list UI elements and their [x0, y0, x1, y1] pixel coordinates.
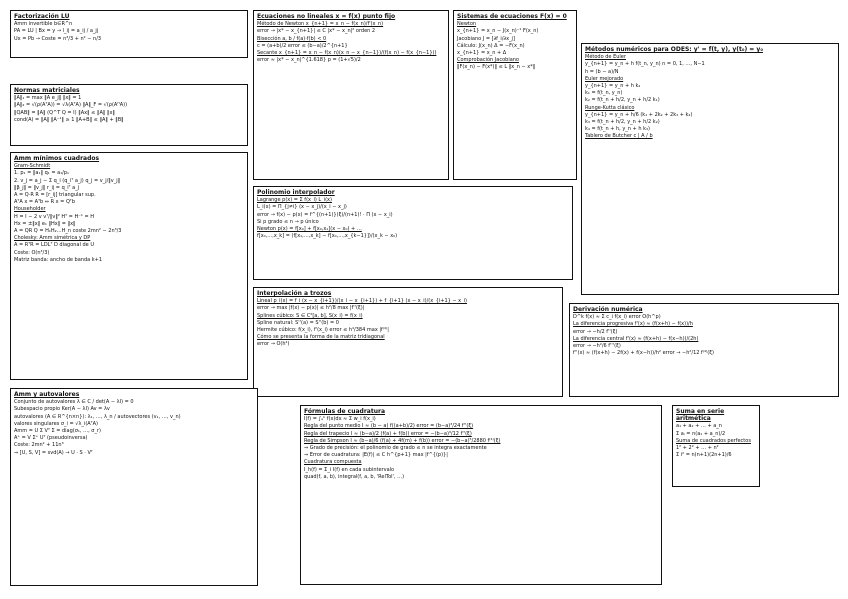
box-line: ⇒ Error de cuadratura: |E(f)| ≤ C h^{p+1} max |f^{(p)}|: [304, 452, 448, 459]
box-line: Lagrange p(x) = Σ f(x_i) L_i(x): [257, 197, 332, 204]
box-line: error → f(x) − p(x) = f^{(n+1)}(ξ)/(n+1)! · Π (x − x_i): [257, 211, 393, 218]
box-line: Jacobiano J = [∂f_i/∂x_j]: [457, 35, 515, 42]
box-line: 1² + 2² + … + n²: [676, 445, 719, 452]
box-line: A = RᵀR = LDLᵀ D diagonal de U: [14, 242, 94, 249]
box-title: Normas matriciales: [14, 87, 80, 94]
box-line: x_{n+1} = x_n + Δ: [457, 50, 507, 57]
box-line: y_{n+1} = y_n + h k₂: [585, 83, 641, 90]
box-line: Conjunto de autovalores λ ∈ C / det(A − λI) = 0: [14, 399, 134, 406]
box-line: Σ aᵢ = n(a₁ + a_n)/2: [676, 430, 726, 437]
box-line: Cálculo: J(x_n) Δ = −F(x_n): [457, 42, 525, 49]
box-line: f[x₀,…,x_k] = (f[x₁,…,x_k] − f[x₀,…,x_{k−1}])/(x_k − x₀): [257, 233, 398, 240]
box-line: f''(x) ≈ (f(x+h) − 2f(x) + f(x−h))/h² error → −h²/12 f⁽⁴⁾(ξ): [573, 350, 714, 357]
box-line: Método de Euler: [585, 54, 626, 61]
box-line: Coste: O(n³/3): [14, 249, 50, 256]
minimos-cuadrados-box: [10, 152, 248, 380]
box-line: error ≈ |x* − x_n|^{1.618} p = (1+√5)/2: [257, 57, 361, 64]
box-title: Amm mínimos cuadrados: [14, 155, 100, 162]
box-line: Newton p(x) = f[x₀] + f[x₀,x₁](x − x₀) + …: [257, 226, 362, 233]
box-line: Splines cúbico: S ∈ C²[a, b], S(x_i) = f(x_i): [257, 312, 363, 319]
box-line: Hermite cúbico: f(x_i), f'(x_i) error ≤ h⁴/384 max |f⁽⁴⁾|: [257, 327, 389, 334]
box-line: error → |x* − x_{n+1}| ≤ C |x* − x_n|² orden 2: [257, 28, 376, 35]
box-line: k₄ = f(t_n + h, y_n + h k₃): [585, 126, 650, 133]
box-line: Spline natural: S''(a) = S''(b) = 0: [257, 319, 339, 326]
box-title: Derivación numérica: [573, 306, 643, 313]
box-line: 1. p₁ = ‖a₁‖ q₁ = a₁/p₁: [14, 170, 70, 177]
box-line: a₁ + a₂ + … + a_n: [676, 423, 722, 430]
box-line: ‖β_j‖ = ‖v_j‖ r_ij = q_iᵀ a_j: [14, 184, 80, 191]
box-title: Factorización LU: [14, 13, 70, 20]
box-line: A⁺ = V Σ⁺ Uᵀ (pseudoinversa): [14, 435, 88, 442]
box-line: ⇒ [U, S, V] = svd(A) → U · S · Vᵀ: [14, 449, 93, 456]
box-line: Comprobación Jacobiano: [457, 57, 519, 64]
box-line: La diferencia central f'(x) ≈ (f(x+h) − f(x−h))/(2h): [573, 335, 699, 342]
box-line: Regla del punto medio I ≈ (b − a) f((a+b)/2) error = (b−a)³/24 f''(ξ): [304, 423, 474, 430]
box-line: Matriz banda: ancho de banda k+1: [14, 256, 103, 263]
polinomio-interpolador-box: [253, 186, 573, 280]
box-line: Σ i² = n(n+1)(2n+1)/6: [676, 452, 732, 459]
sumas-box: [672, 405, 760, 487]
box-line: Euler mejorado: [585, 75, 624, 82]
box-line: Newton: [457, 21, 477, 28]
box-line: Cómo se presenta la forma de la matriz tridiagonal: [257, 334, 385, 341]
box-line: k₃ = f(t_n + h/2, y_n + h/2 k₂): [585, 119, 660, 126]
box-line: x_{n+1} = x_n − J(x_n)⁻¹ F(x_n): [457, 28, 539, 35]
box-line: k₂ = f(t_n + h/2, y_n + h/2 k₁): [585, 97, 660, 104]
interpolacion-trozos-box: [253, 287, 563, 397]
box-line: k₁ = f(t_n, y_n): [585, 90, 623, 97]
box-line: AᵀA x = Aᵀb ⇔ R x = Qᵀb: [14, 199, 75, 206]
box-line: error → −h/2 f''(ξ): [573, 328, 618, 335]
box-line: L_i(x) = Π_{j≠i} (x − x_j)/(x_i − x_j): [257, 204, 347, 211]
metodos-ode-box: [581, 43, 839, 295]
box-line: error → O(h⁴): [257, 341, 290, 348]
ecuaciones-no-lineales-box: [253, 10, 449, 180]
box-line: Subespacio propio Ker(A − λI) Av = λv: [14, 406, 110, 413]
box-title: Ecuaciones no lineales x = f(x) punto fijo: [257, 13, 396, 20]
box-line: Coste: 2mn² + 11n³: [14, 442, 64, 449]
box-line: H = I − 2 v vᵀ/‖v‖² Hᵀ = H⁻¹ = H: [14, 213, 94, 220]
box-line: ‖QAB‖ = ‖A‖ (Q^T Q = I) ‖Ax‖ ≤ ‖A‖ ‖x‖: [14, 109, 115, 116]
box-line: ‖A‖₂ = √(ρ(AᵀA)) = √λ(AᵀA) ‖A‖_F = √(ρ(AᴴA)): [14, 102, 128, 109]
box-line: Runge-Kutta clásico: [585, 104, 635, 111]
box-line: ‖A‖₁ = max ‖A e_j‖ ‖x‖ = 1: [14, 95, 82, 102]
box-line: y_{n+1} = y_n + h f(t_n, y_n) n = 0, 1, …, N−1: [585, 61, 705, 68]
box-line: 2. v_j = a_j − Σ q_i (q_iᵀ a_j) q_j = v_j/‖v_j‖: [14, 177, 121, 184]
box-title: Interpolación a trozos: [257, 290, 332, 297]
box-line: I_h(f) = Σ_i I(f) en cada subintervalo: [304, 466, 395, 473]
box-line: error → −h²/6 f'''(ξ): [573, 343, 621, 350]
box-line: quad(f, a, b), integral(f, a, b, 'RelTol', …): [304, 473, 405, 480]
box-line: valores singulares σ_i = √λ_i(AᵀA): [14, 420, 98, 427]
box-title: Fórmulas de cuadratura: [304, 408, 386, 415]
box-line: Bisección a, b / f(a)·f(b) < 0: [257, 35, 327, 42]
box-line: Gram-Schmidt: [14, 163, 51, 170]
box-line: Amm = U Σ Vᵀ Σ = diag(σ₁, …, σ_r): [14, 428, 101, 435]
box-line: Si p grado ≤ n → p único: [257, 218, 319, 225]
box-title: Polinomio interpolador: [257, 189, 335, 196]
box-line: Tablero de Butcher c | A / b: [585, 133, 653, 140]
box-line: Ux = Pb → Coste = n³/3 + n² − n/3: [14, 35, 102, 42]
sistemas-ecuaciones-box: [453, 10, 577, 180]
box-line: c = (a+b)/2 error ≤ (b−a)/2^{n+1}: [257, 42, 348, 49]
box-line: A = QR Q = H₁H₂…H_n coste 2mn² − 2n³/3: [14, 228, 122, 235]
box-line: A = Q·R R = [r_ij] triangular sup.: [14, 192, 96, 199]
box-line: ‖F(x_n) − F(x*)‖ ≤ L ‖x_n − x*‖: [457, 64, 536, 71]
box-line: Suma de cuadrados perfectos: [676, 437, 751, 444]
box-line: Regla de Simpson I ≈ (b−a)/6 (f(a) + 4f(m) + f(b)) error = −(b−a)⁵/2880 f⁽⁴⁾(ξ): [304, 437, 501, 444]
box-title: Métodos numéricos para ODES: y' = f(t, y), y(t₀) = y₀: [585, 46, 763, 53]
formulas-cuadratura-box: [300, 405, 662, 585]
box-line: Regla del trapecio I ≈ (b−a)/2 (f(a) + f(b)) error = −(b−a)³/12 f''(ξ): [304, 430, 472, 437]
box-line: autovalores (A ∈ R^{n×n}): λ₁, …, λ_n / autovectores (v₁, …, v_n): [14, 413, 181, 420]
box-line: Secante x_{n+1} = x_n − f(x_n)(x_n − x_{n−1})/(f(x_n) − f(x_{n−1})): [257, 50, 437, 57]
box-line: h = (b − a)/N: [585, 68, 619, 75]
box-title: Amm y autovalores: [14, 391, 80, 398]
box-line: La diferencia progresiva f'(x) ≈ (f(x+h) − f(x))/h: [573, 321, 693, 328]
box-line: y_{n+1} = y_n + h/6 (k₁ + 2k₂ + 2k₃ + k₄): [585, 111, 693, 118]
box-line: I(f) = ∫ₐᵇ f(x)dx ≈ Σ w_i f(x_i): [304, 416, 376, 423]
derivacion-numerica-box: [569, 303, 839, 397]
autovalores-box: [10, 388, 258, 586]
box-line: Householder: [14, 206, 46, 213]
box-line: Amm invertible b∈R^n: [14, 21, 73, 28]
normas-matriciales-box: [10, 84, 248, 146]
box-line: Cuadratura compuesta: [304, 459, 362, 466]
factorizacion-lu-box: [10, 10, 248, 58]
box-line: Método de Newton x_{n+1} = x_n − f(x_n)/f'(x_n): [257, 21, 384, 28]
box-line: PA = LU | Bx = y → l_ij = a_ij / a_jj: [14, 28, 99, 35]
box-title: Suma en serie aritmética: [676, 408, 725, 423]
box-line: cond(A) = ‖A‖ ‖A⁻¹‖ ≥ 1 ‖A+B‖ ≤ ‖A‖ + ‖B‖: [14, 116, 124, 123]
box-line: error → max |f(x) − p(x)| ≤ h²/8 max |f''(ξ)|: [257, 305, 365, 312]
box-line: Lineal p_i(x) = f_i (x − x_{i+1})/(x_i − x_{i+1}) + f_{i+1} (x − x_i)/(x_{i+1} − x_i): [257, 298, 467, 305]
box-line: Hx = ±‖x‖ e₁ ‖Hx‖ = ‖x‖: [14, 220, 76, 227]
box-line: D^k f(x) ≈ Σ c_i f(x_i) error O(h^p): [573, 314, 661, 321]
box-line: Cholesky: Amm simétrica y DP: [14, 235, 91, 242]
box-title: Sistemas de ecuaciones F(x) = 0: [457, 13, 567, 20]
box-line: ⇒ Grado de precisión: el polinomio de grado ≤ n se integra exactamente: [304, 445, 487, 452]
